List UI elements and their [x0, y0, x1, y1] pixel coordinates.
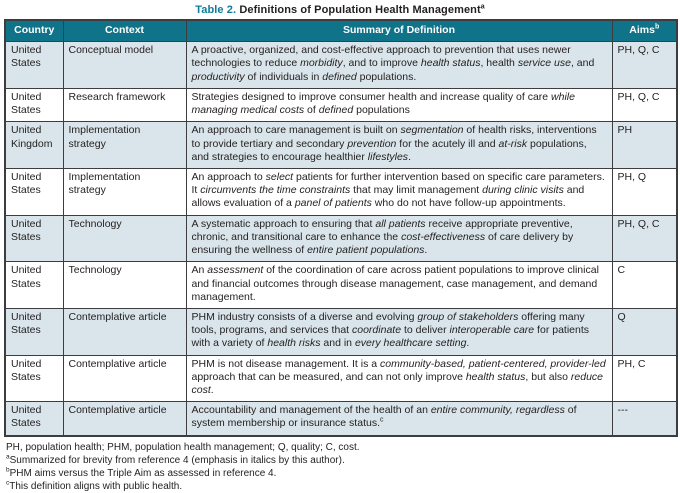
aims-cell: ---	[612, 402, 677, 436]
footnote-line: $^b$PHM aims versus the Triple Aim as assessed in reference 4.	[6, 466, 277, 479]
country-cell: United States	[5, 355, 63, 402]
country-cell: United States	[5, 168, 63, 215]
aims-cell: PH	[612, 122, 677, 169]
definitions-table	[4, 19, 678, 437]
country-cell: United States	[5, 88, 63, 121]
column-header-country: Country	[5, 20, 63, 42]
definition-cell: PHM is not disease management. It is a community-based, patient-centered, provider-led approach that can be measured, and can not only improve health status, but also reduce cost.	[186, 355, 612, 402]
column-header-summary-of-definition: Summary of Definition	[186, 20, 612, 42]
aims-cell: PH, C	[612, 355, 677, 402]
table-row	[5, 88, 677, 121]
definition-cell: A proactive, organized, and cost-effective approach to prevention that uses newer technologies to reduce morbidity, and to improve health status, health service use, and productivity of individuals in defined populations.	[186, 42, 612, 89]
table-title-label: Table 2.	[195, 4, 237, 16]
aims-cell: PH, Q, C	[612, 215, 677, 262]
aims-cell: PH, Q, C	[612, 88, 677, 121]
table-row	[5, 402, 677, 436]
table-header-row	[5, 20, 677, 42]
context-cell: Implementation strategy	[63, 122, 186, 169]
table-title-superscript: a	[480, 3, 485, 11]
footnote-line: $^a$Summarized for brevity from reference 4 (emphasis in italics by this author).	[6, 453, 345, 466]
context-cell: Technology	[63, 262, 186, 309]
table-row	[5, 355, 677, 402]
country-cell: United Kingdom	[5, 122, 63, 169]
table-row	[5, 215, 677, 262]
definition-cell: An approach to care management is built on segmentation of health risks, interventions to provide tertiary and secondary prevention for the acutely ill and at-risk populations, and strategies to encourage healthier lifestyles.	[186, 122, 612, 169]
context-cell: Conceptual model	[63, 42, 186, 89]
context-cell: Technology	[63, 215, 186, 262]
definition-cell: An approach to select patients for further intervention based on specific care parameters. It circumvents the time constraints that may limit management during clinic visits and allows evaluation of a panel of patients who do not have follow-up appointments.	[186, 168, 612, 215]
country-cell: United States	[5, 42, 63, 89]
context-cell: Contemplative article	[63, 402, 186, 436]
context-cell: Contemplative article	[63, 308, 186, 355]
table-head	[5, 20, 677, 42]
footnote-line: PH, population health; PHM, population health management; Q, quality; C, cost.	[6, 441, 360, 453]
column-header-context: Context	[63, 20, 186, 42]
table-row	[5, 42, 677, 89]
table-row	[5, 262, 677, 309]
table-title	[0, 0, 680, 19]
footnote-line: $^c$This definition aligns with public health.	[6, 479, 183, 492]
aims-cell: PH, Q	[612, 168, 677, 215]
aims-cell: Q	[612, 308, 677, 355]
aims-cell: C	[612, 262, 677, 309]
definition-cell: PHM industry consists of a diverse and evolving group of stakeholders offering many tools, programs, and services that coordinate to deliver interoperable care for patients with a variety of health risks and in every healthcare setting.	[186, 308, 612, 355]
footnotes	[6, 441, 674, 493]
table-row	[5, 308, 677, 355]
context-cell: Research framework	[63, 88, 186, 121]
definition-cell: An assessment of the coordination of care across patient populations to improve clinical and financial outcomes through disease management, case management, and demand management.	[186, 262, 612, 309]
definition-cell: A systematic approach to ensuring that all patients receive appropriate preventive, chronic, and transitional care to enhance the cost-effectiveness of care delivery by ensuring the wellness of entire patient populations.	[186, 215, 612, 262]
definition-cell: Accountability and management of the health of an entire community, regardless of system membership or insurance status.$^c$	[186, 402, 612, 436]
country-cell: United States	[5, 402, 63, 436]
table-row	[5, 122, 677, 169]
context-cell: Implementation strategy	[63, 168, 186, 215]
country-cell: United States	[5, 215, 63, 262]
country-cell: United States	[5, 262, 63, 309]
column-header-aims: Aims$^b$	[612, 20, 677, 42]
table-title-text: Definitions of Population Health Management	[236, 4, 481, 16]
table-body	[5, 42, 677, 436]
table-row	[5, 168, 677, 215]
aims-cell: PH, Q, C	[612, 42, 677, 89]
country-cell: United States	[5, 308, 63, 355]
context-cell: Contemplative article	[63, 355, 186, 402]
definition-cell: Strategies designed to improve consumer health and increase quality of care while managing medical costs of defined populations	[186, 88, 612, 121]
